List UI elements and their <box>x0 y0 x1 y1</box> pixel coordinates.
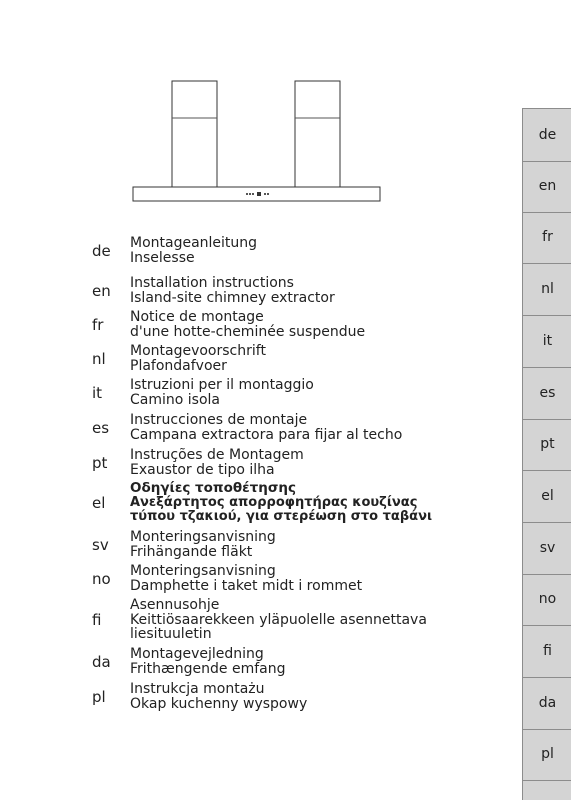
entry-language-code: en <box>92 281 111 300</box>
entry-title-lines <box>130 448 304 477</box>
entry-title-lines <box>130 344 266 373</box>
entry-title-line: Οδηγίες τοποθέτησης <box>130 480 297 497</box>
entry-title-lines <box>130 413 402 442</box>
entry-language-code: no <box>92 569 111 588</box>
entry-title-lines <box>130 236 257 265</box>
entry-title-line: liesituuletin <box>130 626 212 643</box>
entry-title-line: Frihängande fläkt <box>130 543 253 560</box>
tab-sv[interactable]: sv <box>523 522 571 575</box>
tab-fi[interactable]: fi <box>523 625 571 678</box>
entry-title-line: Instrukcja montażu <box>130 681 265 698</box>
entry-title-lines <box>130 276 335 305</box>
entry-title-line: Istruzioni per il montaggio <box>130 377 314 394</box>
entry-language-code: de <box>92 241 111 260</box>
entry-language-code: sv <box>92 535 109 554</box>
entry-title-line: Damphette i taket midt i rommet <box>130 577 363 594</box>
tab-en[interactable]: en <box>523 160 571 213</box>
hood-canopy <box>133 187 380 201</box>
tab-it[interactable]: it <box>523 315 571 368</box>
entry-title-lines <box>130 682 307 711</box>
entry-title-lines <box>130 530 276 559</box>
language-tab-strip <box>522 108 571 800</box>
tab-es[interactable]: es <box>523 367 571 420</box>
tab-no[interactable]: no <box>523 573 571 626</box>
entry-it <box>92 378 512 407</box>
entry-title-line: Monteringsanvisning <box>130 563 276 580</box>
entry-no <box>92 564 512 593</box>
right-chimney <box>295 81 340 187</box>
entry-language-code: it <box>92 383 103 402</box>
tab-el[interactable]: el <box>523 470 571 523</box>
entry-title-lines <box>130 647 286 676</box>
entry-en <box>92 276 512 305</box>
entry-el <box>92 481 512 525</box>
entry-language-code: el <box>92 493 106 512</box>
entry-language-code: da <box>92 652 111 671</box>
entry-title-line: Frithængende emfang <box>130 660 286 677</box>
entry-title-line: d'une hotte-cheminée suspendue <box>130 323 366 340</box>
tab-de[interactable]: de <box>523 108 571 162</box>
entry-title-line: Instrucciones de montaje <box>130 412 308 429</box>
entry-sv <box>92 530 512 559</box>
entry-title-line: Island-site chimney extractor <box>130 289 335 306</box>
entry-language-code: fi <box>92 610 102 629</box>
tab-fr[interactable]: fr <box>523 211 571 264</box>
entry-de <box>92 236 512 265</box>
tab-nl[interactable]: nl <box>523 263 571 316</box>
entry-fi <box>92 598 512 642</box>
entry-language-code: nl <box>92 349 106 368</box>
entry-nl <box>92 344 512 373</box>
entry-fr <box>92 310 512 339</box>
entry-title-lines <box>130 481 432 525</box>
entry-title-line: Okap kuchenny wyspowy <box>130 695 308 712</box>
entry-title-line: Ανεξάρτητος απορροφητήρας κουζίνας <box>130 494 418 510</box>
entry-language-code: es <box>92 418 110 437</box>
entry-title-line: Monteringsanvisning <box>130 529 276 546</box>
entry-language-code: fr <box>92 315 104 334</box>
hood-illustration <box>0 0 400 210</box>
entry-title-line: Instruções de Montagem <box>130 447 304 464</box>
entry-pt <box>92 448 512 477</box>
entry-title-line: Camino isola <box>130 391 220 408</box>
entry-title-lines <box>130 564 362 593</box>
entry-title-lines <box>130 378 314 407</box>
tab-da[interactable]: da <box>523 677 571 730</box>
entry-title-line: Inselesse <box>130 249 195 266</box>
entry-title-line: Exaustor de tipo ilha <box>130 461 275 478</box>
entry-title-line: Installation instructions <box>130 275 294 292</box>
tab-pt[interactable]: pt <box>523 418 571 471</box>
entry-da <box>92 647 512 676</box>
entry-title-line: τύπου τζακιού, για στερέωση στο ταβάνι <box>130 509 433 525</box>
entry-title-line: Campana extractora para fijar al techo <box>130 426 403 443</box>
left-chimney <box>172 81 217 187</box>
entry-language-code: pl <box>92 687 106 706</box>
entry-language-code: pt <box>92 453 108 472</box>
entry-title-line: Asennusohje <box>130 597 220 614</box>
entry-title-line: Montagevejledning <box>130 646 264 663</box>
island-chimney-hood-drawing <box>0 0 400 210</box>
entry-title-line: Montageanleitung <box>130 235 258 252</box>
entry-es <box>92 413 512 442</box>
entry-title-line: Plafondafvoer <box>130 357 227 374</box>
entry-pl <box>92 682 512 711</box>
entry-title-line: Notice de montage <box>130 309 264 326</box>
entry-title-line: Montagevoorschrift <box>130 343 266 360</box>
entry-title-lines <box>130 310 365 339</box>
entry-title-line: Keittiösaarekkeen yläpuolelle asennettava <box>130 611 427 628</box>
tab-pl[interactable]: pl <box>523 728 571 781</box>
entry-title-lines <box>130 598 427 642</box>
